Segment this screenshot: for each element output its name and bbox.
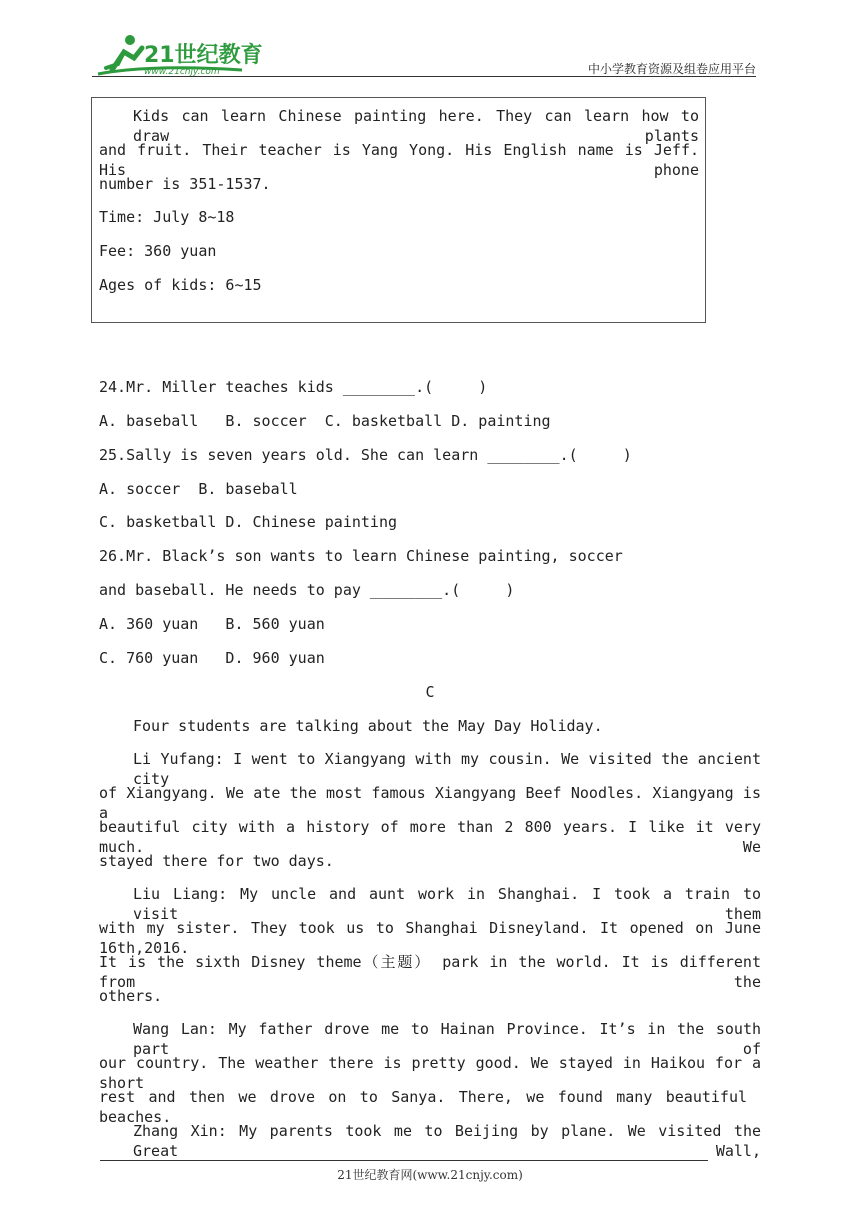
- box-line: Kids can learn Chinese painting here. They can learn how to draw plants: [133, 107, 699, 145]
- question-26: and baseball. He needs to pay ________.( ): [99, 581, 515, 599]
- box-line: Time: July 8~18: [99, 208, 235, 226]
- paragraph-line: Zhang Xin: My parents took me to Beijing by plane. We visited the Great Wall,: [133, 1122, 761, 1160]
- paragraph-line: It is the sixth Disney theme（主题） park in the world. It is different from the: [99, 953, 761, 991]
- question-24-options: A. baseball B. soccer C. basketball D. painting: [99, 412, 551, 430]
- question-26: 26.Mr. Black’s son wants to learn Chinese painting, soccer: [99, 547, 623, 565]
- box-line: Ages of kids: 6~15: [99, 276, 262, 294]
- question-26-options: A. 360 yuan B. 560 yuan: [99, 615, 325, 633]
- paragraph-line: Li Yufang: I went to Xiangyang with my cousin. We visited the ancient city: [133, 750, 761, 788]
- question-24: 24.Mr. Miller teaches kids ________.( ): [99, 378, 488, 396]
- page-header: [92, 30, 756, 78]
- paragraph-line: others.: [99, 987, 163, 1005]
- footer-text: 21世纪教育网(www.21cnjy.com): [337, 1168, 523, 1182]
- section-intro: Four students are talking about the May Day Holiday.: [133, 717, 603, 735]
- paragraph-line: stayed there for two days.: [99, 852, 334, 870]
- paragraph-line: our country. The weather there is pretty good. We stayed in Haikou for a short: [99, 1054, 761, 1092]
- logo-text: 21世纪教育: [144, 43, 263, 68]
- paragraph-line: beautiful city with a history of more than 2 800 years. I like it very much. We: [99, 818, 761, 856]
- paragraph-line: Liu Liang: My uncle and aunt work in Shanghai. I took a train to visit them: [133, 885, 761, 923]
- section-heading: C: [425, 683, 435, 701]
- question-25-options: A. soccer B. baseball: [99, 480, 298, 498]
- logo-url: www.21cnjy.com: [144, 67, 220, 77]
- platform-title: 中小学教育资源及组卷应用平台: [587, 62, 756, 76]
- paragraph-line: Wang Lan: My father drove me to Hainan Province. It’s in the south part of: [133, 1020, 761, 1058]
- header-divider: [92, 76, 756, 77]
- box-line: and fruit. Their teacher is Yang Yong. His English name is Jeff. His phone: [99, 141, 699, 179]
- question-25: 25.Sally is seven years old. She can learn ________.( ): [99, 446, 632, 464]
- logo-icon: [92, 30, 292, 78]
- paragraph-line: of Xiangyang. We ate the most famous Xiangyang Beef Noodles. Xiangyang is a: [99, 784, 761, 822]
- footer-divider: [100, 1160, 708, 1161]
- box-line: number is 351-1537.: [99, 175, 271, 193]
- question-25-options: C. basketball D. Chinese painting: [99, 513, 398, 531]
- box-line: Fee: 360 yuan: [99, 242, 217, 260]
- paragraph-line: with my sister. They took us to Shanghai Disneyland. It opened on June 16th,2016.: [99, 919, 761, 957]
- question-26-options: C. 760 yuan D. 960 yuan: [99, 649, 325, 667]
- paragraph-line: rest and then we drove on to Sanya. There, we found many beautiful beaches.: [99, 1088, 747, 1126]
